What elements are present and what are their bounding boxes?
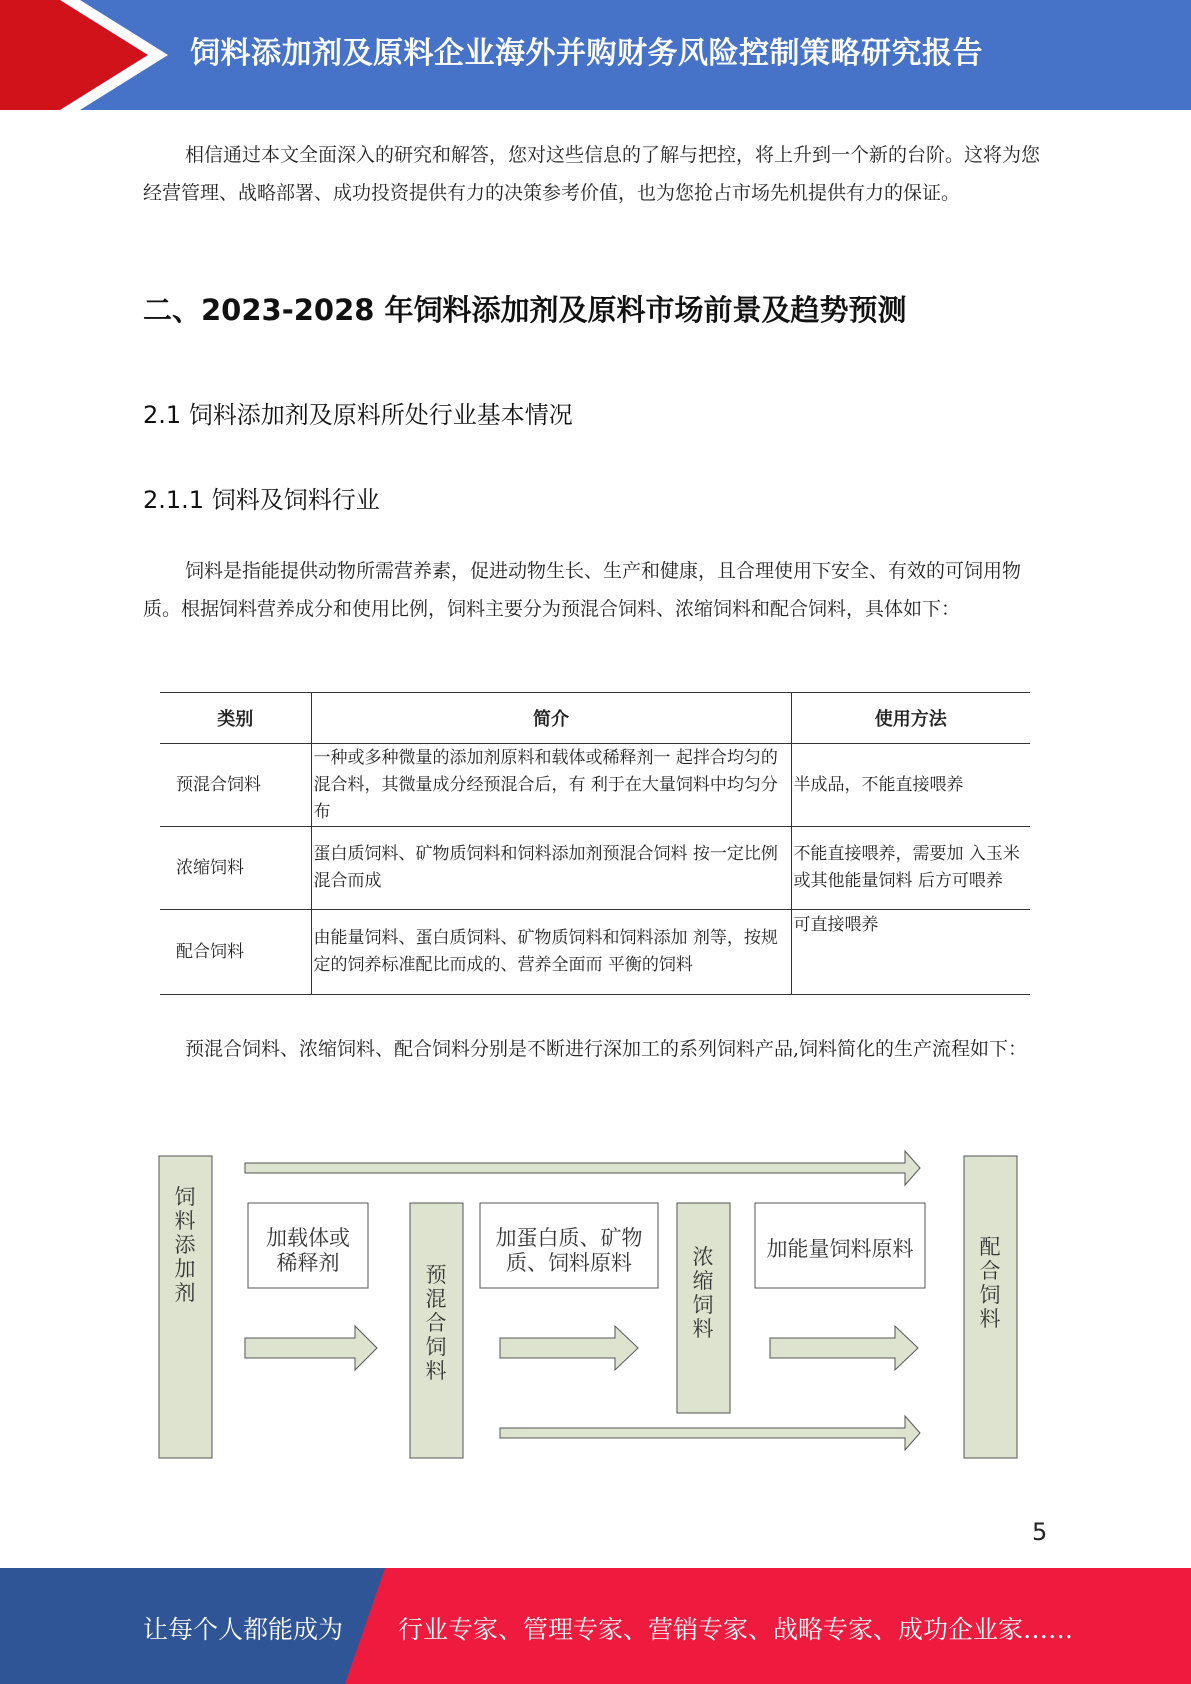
bottom-long-arrow xyxy=(500,1416,920,1450)
top-long-arrow xyxy=(245,1151,920,1185)
stage-label: 预混合饲料 xyxy=(425,1263,447,1383)
category-cell: 预混合饲料 xyxy=(160,744,311,827)
subsubsection-heading: 2.1.1 饲料及饲料行业 xyxy=(143,486,380,514)
page-header xyxy=(0,0,1191,110)
page-footer xyxy=(0,1568,1191,1684)
addition-label: 加蛋白质、矿物质、饲料原料 xyxy=(495,1226,643,1275)
definition-paragraph: 饲料是指能提供动物所需营养素，促进动物生长、生产和健康，且合理使用下安全、有效的可饲用物质。根据饲料营养成分和使用比例，饲料主要分为预混合饲料、浓缩饲料和配合饲料，具体如下： xyxy=(143,560,1022,620)
column-header-category: 类别 xyxy=(160,693,311,744)
footer-slogan-right: 行业专家、管理专家、营销专家、战略专家、成功企业家…… xyxy=(398,1615,1074,1644)
column-header-usage: 使用方法 xyxy=(791,693,1030,744)
report-title: 饲料添加剂及原料企业海外并购财务风险控制策略研究报告 xyxy=(190,36,983,71)
intro-cell: 一种或多种微量的添加剂原料和载体或稀释剂一 起拌合均匀的混合料，其微量成分经预混合后，有 利于在大量饲料中均匀分布 xyxy=(311,744,791,827)
production-flow-diagram xyxy=(155,1150,1035,1470)
feed-type-table xyxy=(160,692,1030,995)
addition-label: 加载体或稀释剂 xyxy=(266,1226,350,1275)
category-cell: 配合饲料 xyxy=(160,910,311,995)
subsection-heading: 2.1 饲料添加剂及原料所处行业基本情况 xyxy=(143,401,573,429)
stage-label: 配合饲料 xyxy=(979,1235,1001,1331)
intro-cell: 蛋白质饲料、矿物质饲料和饲料添加剂预混合饲料 按一定比例混合而成 xyxy=(311,827,791,910)
footer-slogan-left: 让每个人都能成为 xyxy=(143,1615,344,1644)
addition-label: 加能量饲料原料 xyxy=(766,1237,914,1261)
column-header-intro: 简介 xyxy=(311,693,791,744)
table-row xyxy=(160,910,1030,995)
flow-arrow xyxy=(770,1326,918,1370)
stage-label: 浓缩饲料 xyxy=(692,1245,714,1341)
flow-paragraph: 预混合饲料、浓缩饲料、配合饲料分别是不断进行深加工的系列饲料产品,饲料简化的生产流程如下： xyxy=(185,1038,1028,1060)
flow-arrow xyxy=(245,1326,377,1370)
table-row xyxy=(160,827,1030,910)
usage-cell: 不能直接喂养，需要加 入玉米或其他能量饲料 后方可喂养 xyxy=(791,827,1030,910)
page-number: 5 xyxy=(1032,1518,1048,1546)
table-row xyxy=(160,744,1030,827)
category-cell: 浓缩饲料 xyxy=(160,827,311,910)
intro-paragraph: 相信通过本文全面深入的研究和解答，您对这些信息的了解与把控，将上升到一个新的台阶。这将为您经营管理、战略部署、成功投资提供有力的决策参考价值，也为您抢占市场先机提供有力的保证。 xyxy=(143,144,1041,204)
flow-arrow xyxy=(500,1326,638,1370)
stage-label: 饲料添加剂 xyxy=(174,1185,196,1305)
table-header-row xyxy=(160,693,1030,744)
intro-cell: 由能量饲料、蛋白质饲料、矿物质饲料和饲料添加 剂等，按规定的饲养标准配比而成的、营养全面而 平衡的饲料 xyxy=(311,910,791,995)
usage-cell: 可直接喂养 xyxy=(791,910,1030,995)
usage-cell: 半成品，不能直接喂养 xyxy=(791,744,1030,827)
section-heading: 二、2023-2028 年饲料添加剂及原料市场前景及趋势预测 xyxy=(143,293,907,327)
